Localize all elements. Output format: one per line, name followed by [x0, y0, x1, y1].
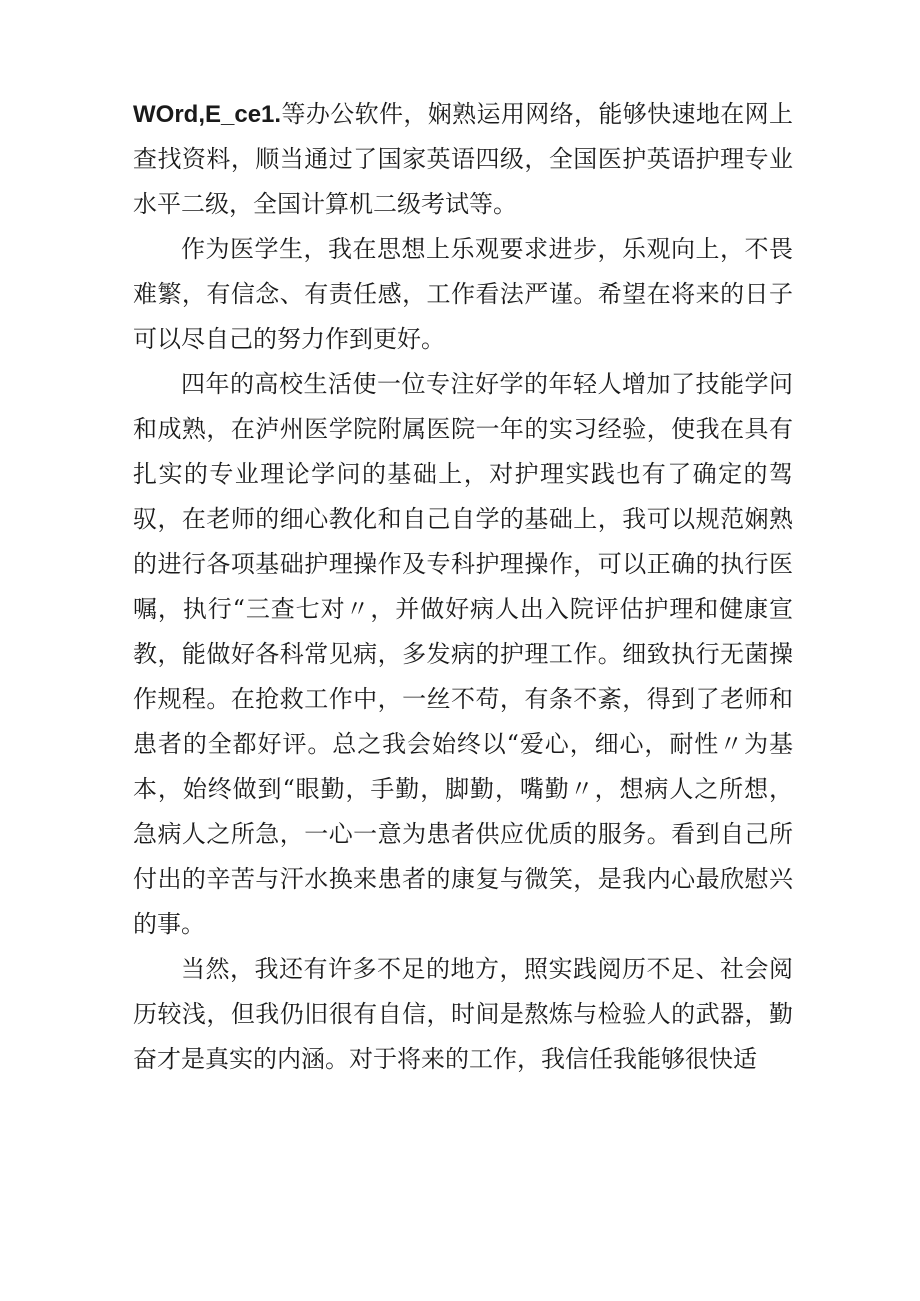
paragraph-text: 当然，我还有许多不足的地方，照实践阅历不足、社会阅历较浅，但我仍旧很有自信，时间是熬炼与检验人的武器，勤奋才是真实的内涵。对于将来的工作，我信任我能够很快适 — [133, 955, 793, 1073]
paragraph-attitude — [133, 227, 793, 362]
paragraph-skills — [133, 92, 793, 227]
paragraph-shortcomings — [133, 947, 793, 1082]
paragraph-lead-text: WOrd,E_ce1. — [133, 101, 282, 128]
paragraph-experience — [133, 362, 793, 947]
paragraph-text: 四年的高校生活使一位专注好学的年轻人增加了技能学问和成熟，在泸州医学院附属医院一年的实习经验，使我在具有扎实的专业理论学问的基础上，对护理实践也有了确定的驾驭，在老师的细心教化和自己自学的基础上，我可以规范娴熟的进行各项基础护理操作及专科护理操作，可以正确的执行医嘱，执行“三查七对〃，并做好病人出入院评估护理和健康宣教，能做好各科常见病，多发病的护理工作。细致执行无菌操作规程。在抢救工作中，一丝不苟，有条不紊，得到了老师和患者的全都好评。总之我会始终以“爱心，细心，耐性〃为基本，始终做到“眼勤，手勤，脚勤，嘴勤〃，想病人之所想，急病人之所急，一心一意为患者供应优质的服务。看到自己所付出的辛苦与汗水换来患者的康复与微笑，是我内心最欣慰兴的事。 — [133, 370, 793, 938]
paragraph-text: 作为医学生，我在思想上乐观要求进步，乐观向上，不畏难繁，有信念、有责任感，工作看法严谨。希望在将来的日子可以尽自己的努力作到更好。 — [133, 235, 793, 353]
document-body — [133, 92, 793, 1082]
paragraph-text: 等办公软件，娴熟运用网络，能够快速地在网上查找资料，顺当通过了国家英语四级，全国医护英语护理专业水平二级，全国计算机二级考试等。 — [133, 100, 793, 218]
